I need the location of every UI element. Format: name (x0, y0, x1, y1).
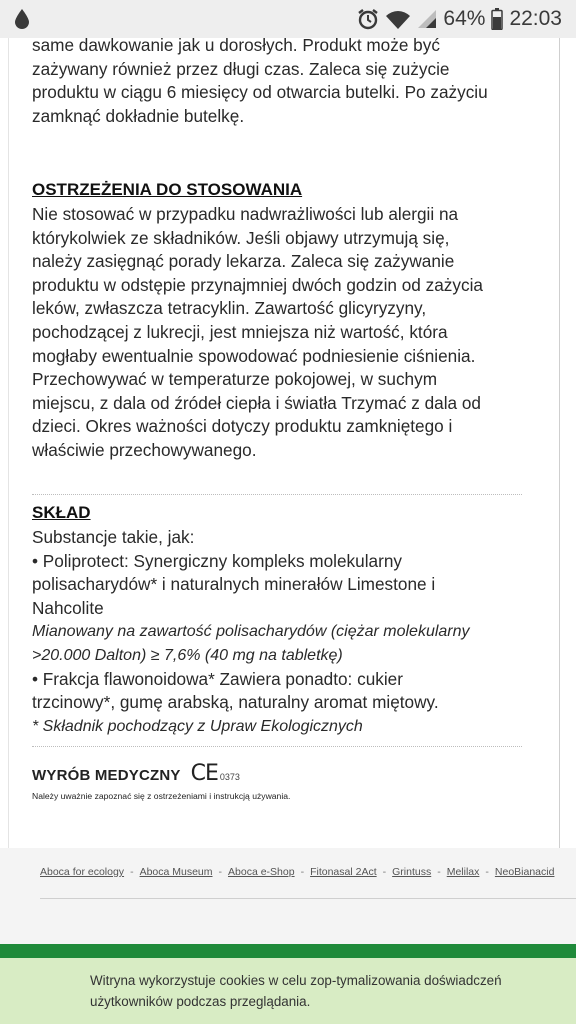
status-bar (0, 0, 576, 38)
footer-separator: - (218, 866, 223, 878)
composition-line: Substancje takie, jak: (32, 527, 195, 547)
intro-line: produktu w ciągu 6 miesięcy od otwarcia butelki. Po zażyciu (32, 82, 488, 103)
warnings-line: Przechowywać w temperaturze pokojowej, w suchym (32, 369, 438, 390)
composition-note: Mianowany na zawartość polisacharydów (ciężar molekularny (32, 623, 470, 641)
warnings-heading: OSTRZEŻENIA DO STOSOWANIA (32, 180, 303, 199)
warnings-line: dzieci. Okres ważności dotyczy produktu zamkniętego i (32, 416, 453, 437)
composition-footnote: * Składnik pochodzący z Upraw Ekologicznych (32, 717, 363, 735)
warnings-line: Nie stosować w przypadku nadwrażliwości lub alergii na (32, 204, 459, 224)
composition-note: >20.000 Dalton) ≥ 7,6% (40 mg na tabletkę) (32, 646, 343, 664)
medical-device-label (32, 761, 240, 786)
composition-line: Nahcolite (32, 597, 104, 618)
cookie-banner[interactable] (0, 958, 576, 1024)
composition-line: polisacharydów* i naturalnych minerałów Limestone i (32, 574, 436, 595)
battery-icon (491, 8, 503, 30)
section-divider (32, 494, 522, 495)
warnings-paragraph (32, 203, 532, 463)
warnings-line: należy zasięgnąć porady lekarza. Zaleca się zażywanie (32, 251, 455, 272)
warnings-line: produktu w odstępie przynajmniej dwóch godzin od zażycia (32, 274, 483, 295)
footer-links (40, 866, 554, 878)
footer-link-fitonasal[interactable]: Fitonasal 2Act (310, 866, 377, 878)
composition-heading: SKŁAD (32, 503, 91, 522)
composition-paragraph (32, 526, 532, 738)
composition-line: • Poliprotect: Synergiczny kompleks molekularny (32, 550, 402, 571)
battery-percent: 64% (443, 7, 486, 30)
composition-line: • Frakcja flawonoidowa* Zawiera ponadto: cukier (32, 668, 403, 689)
footer-link-neobianacid[interactable]: NeoBianacid (494, 866, 555, 878)
footer-separator: - (300, 866, 305, 878)
wifi-icon (385, 9, 411, 29)
signal-icon (417, 9, 437, 29)
footer-divider (40, 898, 576, 899)
footer-separator: - (485, 866, 489, 878)
section-divider (32, 746, 522, 747)
intro-line: zamknąć dokładnie butelkę. (32, 105, 245, 126)
ce-mark-icon: CE (190, 761, 218, 786)
warnings-line: właściwie przechowywanego. (32, 439, 257, 460)
footer-separator: - (382, 866, 387, 878)
clock-time: 22:03 (509, 7, 562, 30)
drop-icon (14, 8, 30, 36)
intro-line: same dawkowanie jak u dorosłych. Produkt może być (32, 35, 440, 55)
footer (0, 848, 576, 944)
footer-link-aboca-eshop[interactable]: Aboca e-Shop (228, 866, 295, 878)
medical-note: Należy uważnie zapoznać się z ostrzeżeniami i instrukcją używania. (32, 791, 291, 801)
ce-number: 0373 (219, 772, 240, 782)
cookie-text (90, 970, 530, 1012)
footer-separator: - (130, 866, 134, 878)
footer-separator: - (437, 866, 441, 878)
warnings-line: leków, zwłaszcza tetracyklin. Zawartość glicyryzyny, (32, 298, 427, 319)
cookie-line: użytkowników podczas przeglądania. (90, 994, 311, 1009)
medical-device-text: WYRÓB MEDYCZNY (32, 767, 181, 784)
warnings-line: pochodzącej z lukrecji, jest mniejsza niż wartość, która (32, 321, 448, 342)
warnings-line: którykolwiek ze składników. Jeśli objawy utrzymują się, (32, 227, 450, 248)
footer-link-aboca-museum[interactable]: Aboca Museum (139, 866, 213, 878)
intro-line: zażywany również przez długi czas. Zaleca się zużycie (32, 58, 450, 79)
alarm-icon (357, 8, 379, 30)
warnings-line: mogłaby ewentualnie spowodować podniesienie ciśnienia. (32, 345, 476, 366)
cookie-line: Witryna wykorzystuje cookies w celu zop-tymalizowania doświadczeń (90, 973, 502, 988)
footer-link-aboca-for-ecology[interactable]: Aboca for ecology (40, 866, 125, 878)
intro-paragraph (32, 34, 532, 128)
warnings-line: miejscu, z dala od źródeł ciepła i światła Trzymać z dala od (32, 392, 481, 413)
footer-link-grintuss[interactable]: Grintuss (392, 866, 432, 878)
footer-link-melilax[interactable]: Melilax (446, 866, 480, 878)
composition-line: trzcinowy*, gumę arabską, naturalny aromat miętowy. (32, 692, 439, 713)
